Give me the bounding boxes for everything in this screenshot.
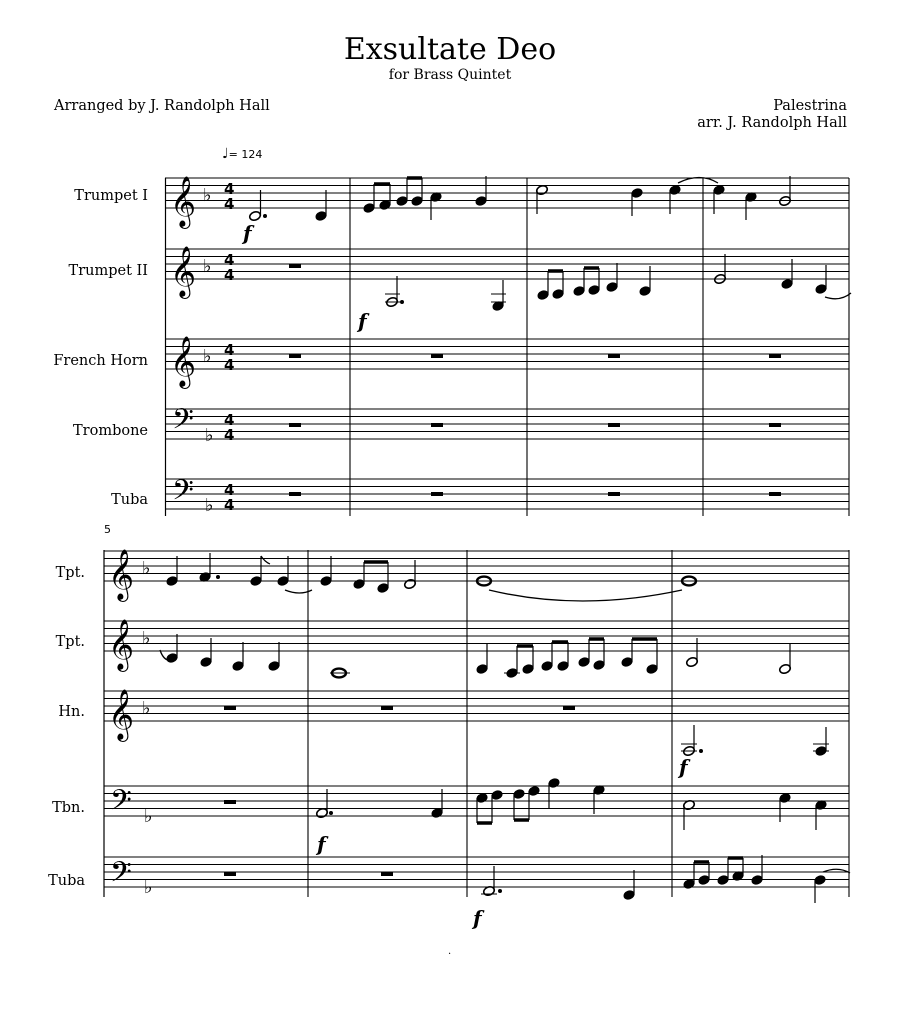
svg-text:4: 4 bbox=[224, 341, 235, 359]
dynamic-forte: f bbox=[473, 906, 482, 930]
svg-text:♭: ♭ bbox=[203, 256, 212, 277]
system-2-staves bbox=[104, 551, 849, 887]
score-title: Exsultate Deo bbox=[343, 32, 557, 67]
svg-text:𝄢: 𝄢 bbox=[110, 856, 132, 896]
svg-text:𝄞: 𝄞 bbox=[108, 549, 135, 600]
tempo-value: = 124 bbox=[228, 148, 263, 161]
instrument-abbrev-tuba: Tuba bbox=[48, 873, 85, 889]
instrument-abbrev-trumpet-1: Tpt. bbox=[55, 565, 85, 581]
instrument-name-french-horn: French Horn bbox=[53, 353, 148, 369]
svg-text:4: 4 bbox=[224, 411, 235, 429]
notes-trumpet-2-sys2 bbox=[160, 634, 791, 678]
svg-text:4: 4 bbox=[224, 180, 235, 198]
dynamic-forte: f bbox=[317, 832, 326, 856]
svg-text:♭: ♭ bbox=[142, 628, 151, 649]
notes-trumpet-1 bbox=[249, 176, 792, 222]
instrument-name-trombone: Trombone bbox=[72, 423, 148, 439]
svg-text:♭: ♭ bbox=[142, 698, 151, 719]
composer-name: Palestrina bbox=[773, 98, 847, 114]
svg-text:𝄢: 𝄢 bbox=[172, 403, 194, 443]
svg-text:4: 4 bbox=[224, 356, 235, 374]
footer-dot: . bbox=[448, 946, 452, 957]
svg-text:♭: ♭ bbox=[142, 558, 151, 579]
time-signatures bbox=[224, 180, 234, 514]
svg-text:𝄞: 𝄞 bbox=[108, 689, 135, 740]
measure-number: 5 bbox=[104, 523, 111, 536]
score-subtitle: for Brass Quintet bbox=[388, 67, 512, 83]
dynamic-forte: f bbox=[243, 221, 252, 245]
rests-system-1 bbox=[289, 264, 781, 496]
svg-text:𝄞: 𝄞 bbox=[170, 246, 197, 297]
svg-text:♭: ♭ bbox=[144, 877, 153, 898]
arranger-credit: Arranged by J. Randolph Hall bbox=[54, 98, 270, 114]
instrument-name-trumpet-1: Trumpet I bbox=[74, 188, 148, 204]
instrument-name-trumpet-2: Trumpet II bbox=[68, 263, 148, 279]
instrument-name-tuba: Tuba bbox=[111, 492, 148, 508]
instrument-abbrev-trumpet-2: Tpt. bbox=[55, 634, 85, 650]
svg-text:4: 4 bbox=[224, 426, 235, 444]
svg-text:𝄢: 𝄢 bbox=[110, 784, 132, 824]
svg-text:♭: ♭ bbox=[205, 495, 214, 516]
svg-text:𝄞: 𝄞 bbox=[108, 619, 135, 670]
quarter-note-icon: ♩ bbox=[222, 146, 229, 162]
svg-text:𝄢: 𝄢 bbox=[172, 474, 194, 514]
svg-text:4: 4 bbox=[224, 195, 235, 213]
svg-text:𝄞: 𝄞 bbox=[170, 336, 197, 387]
notes-trumpet-2 bbox=[385, 254, 851, 311]
arranger-right: arr. J. Randolph Hall bbox=[697, 115, 847, 131]
svg-text:4: 4 bbox=[224, 266, 235, 284]
svg-text:♭: ♭ bbox=[144, 806, 153, 827]
notes-trombone-sys2 bbox=[316, 778, 828, 830]
system-1-staves bbox=[165, 178, 849, 509]
instrument-abbrev-horn: Hn. bbox=[58, 704, 85, 720]
svg-text:♭: ♭ bbox=[205, 425, 214, 446]
svg-text:♭: ♭ bbox=[203, 346, 212, 367]
dynamic-forte: f bbox=[358, 309, 367, 333]
svg-text:4: 4 bbox=[224, 251, 235, 269]
notes-trumpet-1-sys2 bbox=[166, 553, 696, 601]
dynamic-forte: f bbox=[679, 755, 688, 779]
svg-text:4: 4 bbox=[224, 496, 235, 514]
svg-text:♭: ♭ bbox=[203, 185, 212, 206]
svg-text:4: 4 bbox=[224, 481, 235, 499]
instrument-abbrev-trombone: Tbn. bbox=[52, 800, 85, 816]
notes-horn-sys2 bbox=[681, 725, 829, 757]
notes-tuba-sys2 bbox=[481, 855, 850, 903]
svg-text:𝄞: 𝄞 bbox=[170, 176, 197, 227]
